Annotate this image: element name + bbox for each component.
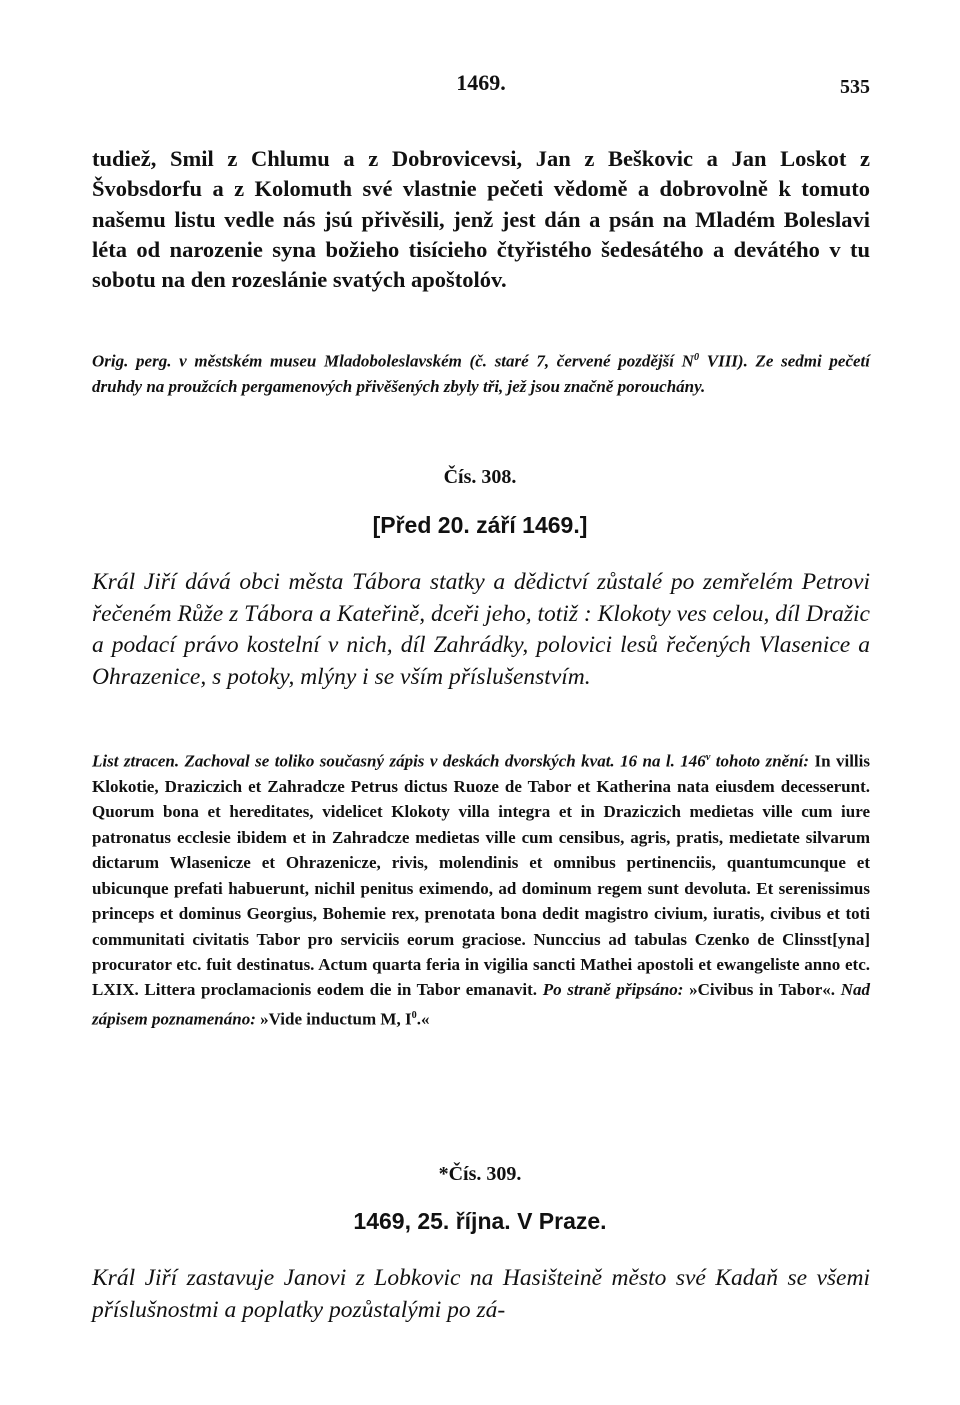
source-note [92, 345, 870, 399]
doc-309-regest: Král Jiří zastavuje Janovi z Lobkovic na Hasišteině město své Kadaň se všemi příslušnostmi a poplatky pozůstalými po zá- [92, 1265, 870, 1323]
doc-308-note-intro2: tohoto znění: [710, 751, 810, 771]
doc-308-latin-text: In villis Klokotie, Draziczich et Zahradcze Petrus dictus Ruoze de Tabor et Katherina nata eiusdem decesserunt. Quorum bona et hereditates, videlicet Klokoty villa integra et in Draziczich medietas ville cum iure patronatus ecclesie ibidem et in Zahradcze medietas ville cum censibus, agris, pratis, medietate silvarum dictarum Wlasenicze et Ohrazenicze, rivis, molendinis et omnibus pertinenciis, quantumcunque et ubicunque prefati habuerunt, nichil penitus eximendo, ad dominum regem sunt devoluta. Et serenissimus princeps et dominus Georgius, Bohemie rex, prenotata bona dedit magistro civium, iuratis, civibus et toti communitati civitatis Tabor pro serviciis eorum graciose. Nunccius ad tabulas Czenko de Clinsst[yna] procurator etc. fuit destinatus. Actum quarta feria in vigilia sancti Mathei apostoli et ewangeliste anno etc. LXIX. Littera proclamacionis eodem die in Tabor emanavit. [92, 751, 870, 1000]
page-header [92, 70, 870, 106]
page-number: 535 [840, 76, 870, 98]
header-year: 1469. [456, 70, 506, 95]
doc-308-regest: Král Jiří dává obci města Tábora statky a dědictví zůstalé po zemřelém Petrovi řečeném Růže z Tábora a Kateřině, dceři jeho, totiž : Klokoty ves celou, díl Dražic a podací právo kostelní v nich, díl Zahrádky, polovici lesů řečených Vlasenice a Ohrazenice, s potoky, mlýny i se vším příslušenstvím. [92, 569, 870, 690]
doc-309-date: 1469, 25. října. V Praze. [353, 1208, 607, 1234]
source-note-sup: 0 [693, 352, 700, 363]
doc-308-over-text: »Vide inductum M, I [260, 1009, 412, 1029]
doc-308-over-sup: 0 [411, 1009, 417, 1021]
doc-308-side-text: »Civibus in Tabor«. [689, 980, 836, 1000]
doc-308-over-end: .« [416, 1009, 430, 1029]
doc-308-note [92, 745, 870, 1032]
doc-308-note-intro: List ztracen. Zachoval se toliko současný zápis v deskách dvorských kvat. 16 na l. 146 [92, 751, 706, 771]
doc-308-number: Čís. 308. [443, 466, 517, 488]
doc-309-number: *Čís. 309. [438, 1163, 522, 1185]
doc-308-side-label: Po straně připsáno: [537, 980, 690, 1000]
source-note-part1: Orig. perg. v městském museu Mladoboleslavském (č. staré 7, červené pozdější N [92, 351, 694, 371]
doc-308-over-label: Nad zápisem poznamenáno: [92, 980, 870, 1029]
body-paragraph: tudiež, Smil z Chlumu a z Dobrovicevsi, Jan z Beškovic a Jan Loskot z Švobsdorfu a z Kolomuth své vlastnie pečeti vědomě a dobrovolně k tomuto našemu listu vedle nás jsú přivěsili, jenž jest dán a psán na Mladém Boleslavi léta od narozenie syna božieho tisícieho čtyřistého šedesátého a devátého v tu sobotu na den rozeslánie svatých apoštolóv. [92, 146, 870, 293]
source-note-part2: VIII). Ze sedmi pečetí druhdy na proužcích pergamenových přivěšených zbyly tři, jež jsou značně porouchány. [92, 351, 870, 396]
doc-308-note-sup: v [705, 752, 711, 763]
doc-308-date: [Před 20. září 1469.] [372, 512, 588, 538]
